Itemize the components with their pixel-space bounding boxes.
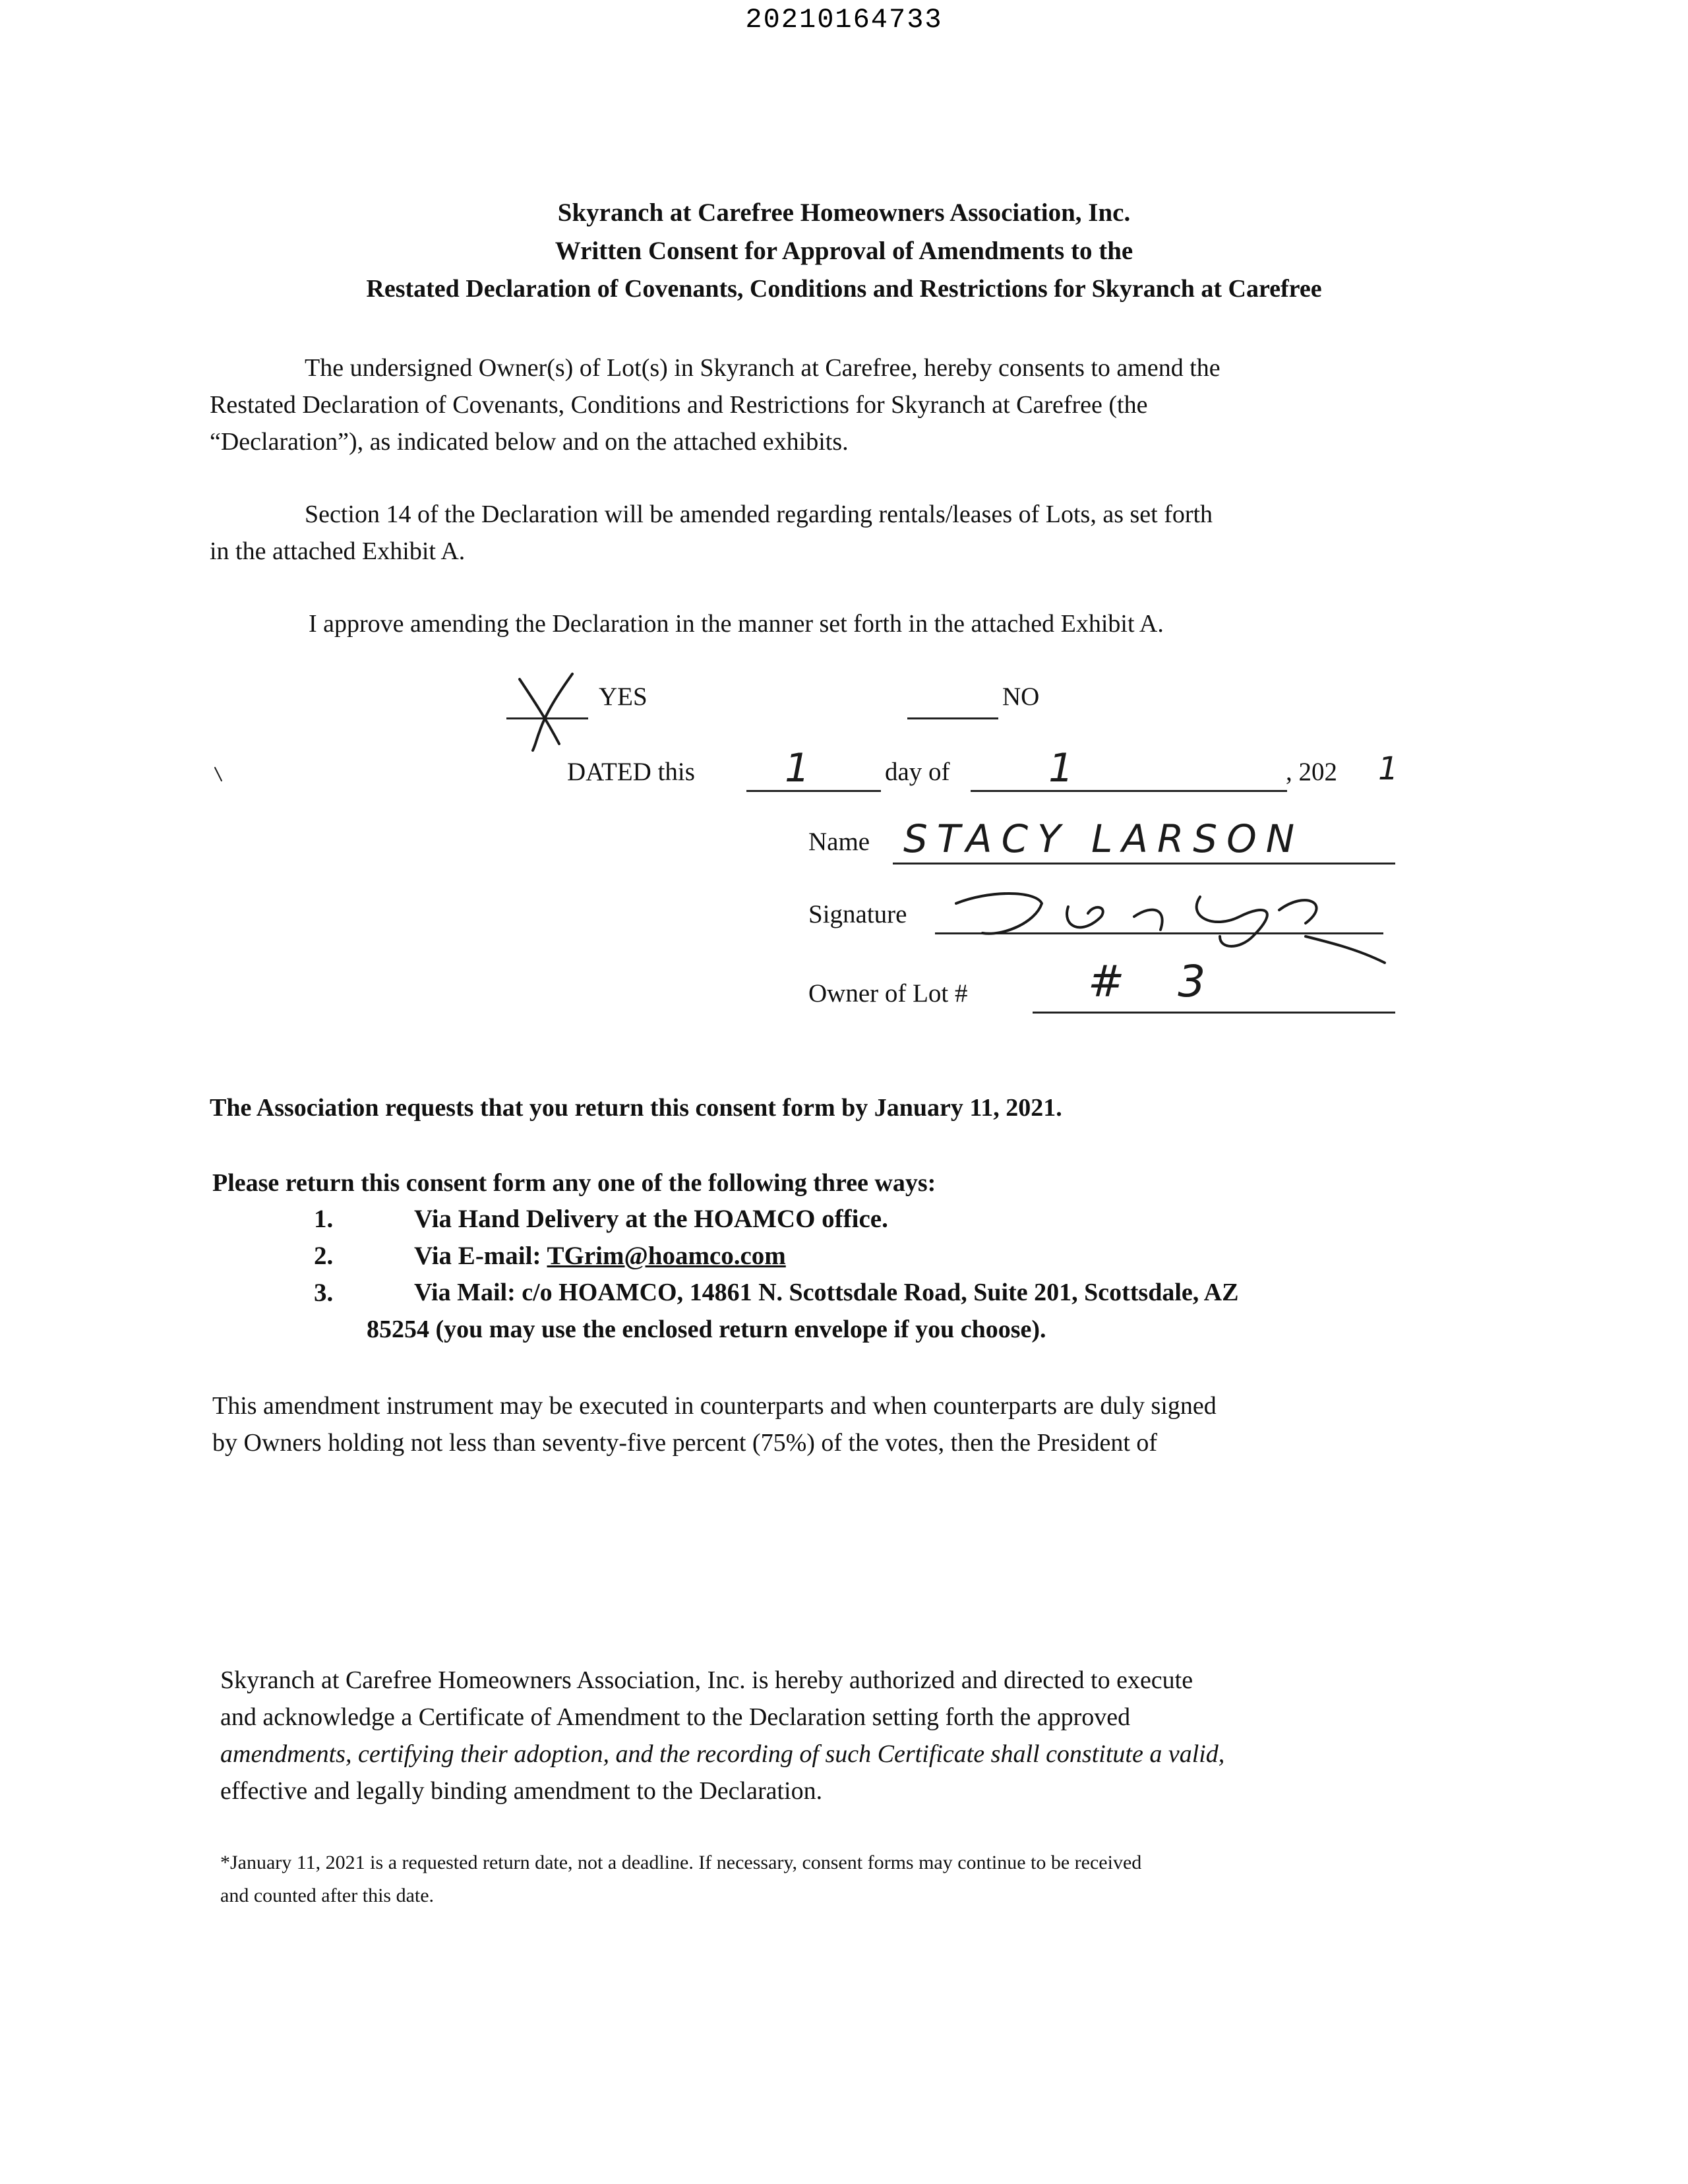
footnote-line-1: *January 11, 2021 is a requested return date, not a deadline. If necessary, consent forms may continue to be received [220,1852,1142,1873]
document-number: 20210164733 [745,4,943,36]
list-text: Via E-mail: [414,1242,547,1270]
intro-line-1: The undersigned Owner(s) of Lot(s) in Skyranch at Carefree, hereby consents to amend the [305,354,1221,382]
month-value[interactable]: 1 [1048,745,1074,791]
email-link[interactable]: TGrim@hoamco.com [547,1242,786,1270]
execution-line-1: This amendment instrument may be executed in counterparts and when counterparts are duly signed [212,1392,1217,1420]
execution-line-2: by Owners holding not less than seventy-five percent (75%) of the votes, then the President of [212,1429,1158,1457]
list-text: Via Hand Delivery at the HOAMCO office. [414,1205,888,1233]
authorization-line-2: and acknowledge a Certificate of Amendment to the Declaration setting forth the approved [220,1703,1131,1731]
scan-mark-icon [212,765,226,785]
title-declaration: Restated Declaration of Covenants, Conditions and Restrictions for Skyranch at Carefree [366,275,1322,303]
yes-check-mark [506,666,592,758]
list-text: Via Mail: c/o HOAMCO, 14861 N. Scottsdale Road, Suite 201, Scottsdale, AZ [414,1279,1239,1306]
title-association: Skyranch at Carefree Homeowners Association, Inc. [557,198,1131,227]
lot-blank-line [1033,1012,1395,1014]
signature-label: Signature [808,900,907,928]
list-number: 1. [314,1205,334,1233]
authorization-line-3: amendments, certifying their adoption, and the recording of such Certificate shall constitute a valid, [220,1740,1225,1768]
intro-line-2: Restated Declaration of Covenants, Conditions and Restrictions for Skyranch at Carefree (the [210,391,1148,419]
list-number: 2. [314,1242,334,1270]
day-value[interactable]: 1 [785,745,810,791]
day-of-label: day of [885,758,950,786]
no-blank-line [907,717,998,719]
owner-of-lot-label: Owner of Lot # [808,979,968,1008]
year-prefix: , 202 [1286,758,1337,786]
month-blank-line [971,790,1287,792]
title-consent: Written Consent for Approval of Amendments to the [555,237,1133,265]
list-text-continued: 85254 (you may use the enclosed return envelope if you choose). [367,1316,1046,1343]
name-blank-line [893,863,1395,864]
section14-line-1: Section 14 of the Declaration will be amended regarding rentals/leases of Lots, as set forth [305,501,1213,528]
yes-label: YES [599,682,648,711]
dated-prefix: DATED this [567,758,695,786]
intro-line-3: “Declaration”), as indicated below and on the attached exhibits. [210,428,849,456]
footnote-line-2: and counted after this date. [220,1885,435,1906]
section14-line-2: in the attached Exhibit A. [210,537,466,565]
return-request: The Association requests that you return this consent form by January 11, 2021. [210,1094,1062,1122]
year-digit[interactable]: 1 [1378,750,1399,787]
name-label: Name [808,828,870,856]
list-number: 3. [314,1279,334,1307]
no-label: NO [1002,682,1040,711]
day-blank-line [746,790,881,792]
name-value: STACY LARSON [903,816,1304,861]
authorization-line-4: effective and legally binding amendment to the Declaration. [220,1777,823,1805]
lot-value: # 3 [1088,956,1226,1007]
approval-statement: I approve amending the Declaration in the manner set forth in the attached Exhibit A. [309,610,1164,638]
return-methods-intro: Please return this consent form any one of the following three ways: [212,1169,936,1197]
authorization-line-1: Skyranch at Carefree Homeowners Association, Inc. is hereby authorized and directed to execute [220,1666,1193,1694]
